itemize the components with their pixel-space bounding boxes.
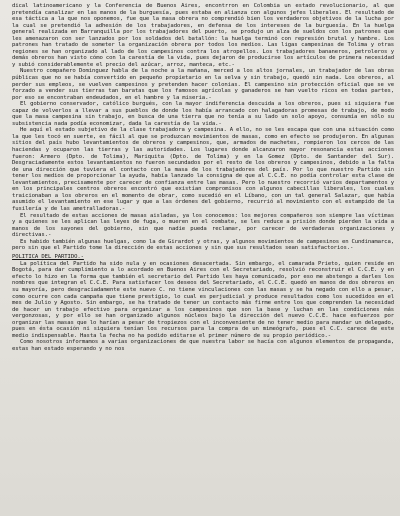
section-paragraph-1: La política del Partido ha sido nula y en ocasiones desacertada. Sin embargo, el camarada Prieto, quien reside en Bogotá, para dar cumplimiento a lo acordado en Buenos Aires con el Secretariado, resolvió reconstruir el C.C.E. y en efecto lo hizo en la forma que también el secretario del Partido les haya comunicado, por eso me abstengo a darles los nombres que integran el C.C.E. Para satisfacer los deseos del Secretariado, el C.C.E. quedó en manos de dos obreros en su mayoría, pero desgraciadamente este nuevo C. no tiene vinculaciones con las masas y se ha negado con ello a pesar, como ocurre con cada campaña que tiene prestigio, lo cual es perjudicial y produce resultados como los sucedidos en el mes de Julio y Agosto. Sin embargo, se ha tratado de tener un contacto más firme entre los que comprenden la necesidad de hacer un trabajo efectivo para organizar a los campesinos que son la base y luchan en las condiciones más vergonzosas, y por ello se han organizado algunos núcleos bajo la dirección del nuevo C.C.E. hace esfuerzos por organizar las masas que lo harían a pesar de tropiezos con el inconveniente de no tener medio para mandar un delegado, pues en ésta ocasión ni siquiera tenían los recursos para la compra de un mimeógrafo, pues el C.C. carece de este medio indispensable. Hasta la fecha no ha podido editarse el primer número de su propio periódico.- (12, 260, 394, 339)
section-paragraph-2: Como nosotros informamos a varias organizaciones de que nuestra labor se hacía con algunos elementos de propaganda, estas han estado esperando y no nos (12, 339, 394, 352)
paragraph-2: Nuestro compañero Dominguez habla de la noche a la mañana, merced a los altos jornales, un trabajador de las obras públicas que no se había convertido en pequeño propietario en la selva y sin trabajo, quedó sin nada. Los obreros, al perder sus empleos, se vuelven campesinos y pretenden hacer colonias. El campesino sin protección oficial que se ve forzado a vender sus tierras tan baratas que los famosos agrícolas y ganaderos se han vuelto ricos en todas partes, por eso se encontraban endeudados, en el hambre y la miseria.- (12, 68, 394, 101)
paragraph-6: Es habido también algunas huelgas, como la de Girardot y otras, y algunos movimientos de campesinos en Cundinamarca, pero sin que el Partido tome la dirección de estas acciones y sin que sus resultados sean satisfactorios.- (12, 238, 394, 252)
paragraph-4: He aquí el estado subjetivo de la clase trabajadora y campesina. A ello, no se les escapa que con una situación como la que les tocó en suerte, es fácil al que se produzcan movimientos de masas, como en efecto se produjeron. En algunas sitios del país hubo levantamientos de obreros y campesinos, que, armados de machetes, rompieron los cercos de las haciendas y ocuparon las tierras y las autoridades. Los lugares donde alcanzaron mayor resonancia estas acciones fueron: Armero (Dpto. de Tolima), Mariquita (Dpto. de Tolima) y en la Gomez (Dpto. de Santander del Sur). Desgraciadamente estos levantamientos no fueron secundados por el resto de los obreros y campesinos, debido a la falta de una dirección que tuviera el contacto con la masa de los trabajadores del país. Por lo que nuestro Partido sin tener los medios de proporcionar la ayuda, había lanzado la consigna de que al C.C.E. no podía controlar esta clase de levantamientos, precisamente por carecer de confianza entre las masas. Pero lo nuestro recorrió varios departamentos y en los principales centros obreros encontró que existían compromisos con algunos cabecillas liberales, los cuales traicionaban a los obreros en el momento de obrar, como sucedió en el Líbano, con un tal general Salazar, que había asumido el levantamiento en ese lugar y que a las órdenes del gobierno, recurrió al movimiento con el estampido de la fusilería y de las ametralladoras.- (12, 127, 394, 212)
paragraph-1: dical latinoamericano y la Conferencia de Buenos Aires, encontrron en Colombia un estado revolucionario, al que pretendía canalizar en las manos de la burguesía, pues estaba en alianza con algunos jefes liberales. El resultado de esa táctica a la que nos oponemos, fue que la masa obrera no comprendió bien los verdaderos objetivos de la lucha por la cual se pretendió la adhesión de los trabajadores, en defensa de los intereses de la burguesía. En la huelga general realizada en Barranquilla por los trabajadores del puerto, se produjo un alza de sueldos con los patrones que les amenazaron con ser lanzados por los soldados del batallón: la huelga terminó con represión brutal y hambre. Los patrones han tratado de someter la organización obrera por todos los medios. Las ligas campesinas de Tolima y otras regiones se han organizado al lado de los campesinos contra los atropellos. Los trabajadores bananeros, petroleros y demás obreros han visto cómo con la carestía de la vida, pues dejaron de producirse los artículos de primera necesidad y subió considerablemente el precio del azúcar, arroz, manteca, etc.- (12, 3, 394, 68)
paragraph-3: El gobierno conservador, católico burgués, con la mayor indiferencia descuida a los obreros, pues si siquiera fue capaz de volverlos a llevar a sus pueblos de donde los había arrancado con halagadoras promesas de trabajo, de modo que la masa campesina sin trabajo, en busca de una tierra que no tenía a su lado un solo apoyo, consumía en sólo su subsistencia nada podía economizar, dada la carestía de la vida.- (12, 101, 394, 127)
paragraph-5: El resultado de estas acciones de masas aisladas, ya los conocemos: los mejores compañeros son siempre las víctimas y a quienes se les aplican las leyes de fuga, o mueren en el combate, se les reduce a prisión donde pierden la vida a manos de los sayones del gobierno, sin que nadie pueda reclamar, por carecer de verdaderas organizaciones y directivas.- (12, 212, 394, 239)
section-heading: POLITICA DEL PARTIDO.- (12, 253, 84, 260)
